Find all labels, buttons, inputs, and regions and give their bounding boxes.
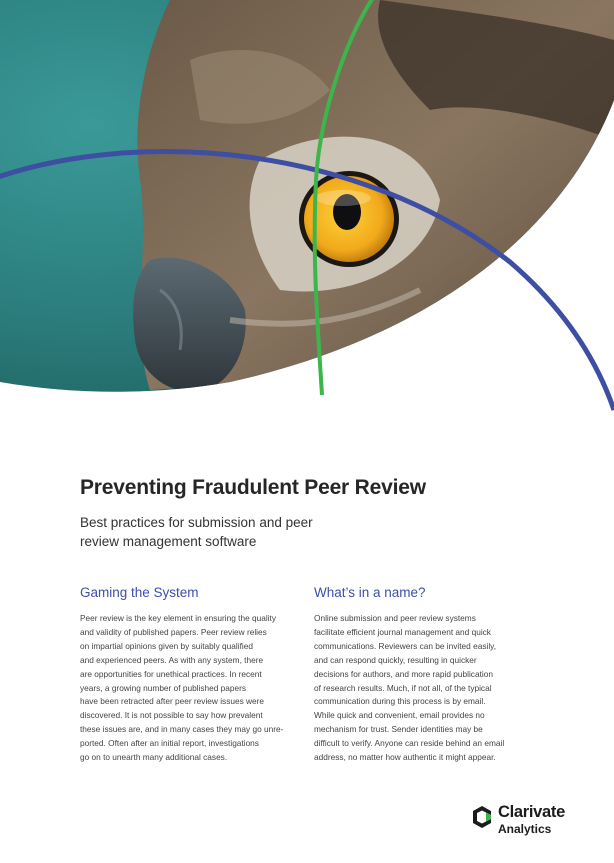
body-line: facilitate efficient journal management and quick [314, 626, 491, 637]
body-line: of research results. Much, if not all, of the typical [314, 682, 492, 693]
body-line: communications. Reviewers can be invited easily, [314, 640, 496, 651]
body-line: Online submission and peer review systems [314, 613, 476, 623]
body-line: mechanism for trust. Sender identities may be [314, 724, 483, 735]
body-line: discovered. It is not possible to say how prevalent [80, 710, 263, 721]
subtitle-line: Best practices for submission and peer [80, 515, 313, 530]
logo-wordmark-analytics: Analytics [498, 822, 552, 836]
body-line: go on to unearth many additional cases. [80, 752, 228, 763]
body-line: these issues are, and in many cases they may go unre- [80, 724, 284, 735]
body-line: decisions for authors, and more rapid publication [314, 668, 493, 679]
body-line: ported. Often after an initial report, investigations [80, 738, 259, 749]
body-line: While quick and convenient, email provides no [314, 710, 485, 721]
body-line: address, no matter how authentic it might appear. [314, 752, 496, 763]
subtitle-line: review management software [80, 534, 257, 549]
document-subtitle [80, 513, 380, 551]
body-line: and experienced peers. As with any system, there [80, 654, 264, 665]
body-line: on impartial opinions given by suitably qualified [80, 640, 253, 651]
clarivate-logo-icon [471, 805, 493, 829]
section-heading-gaming-the-system: Gaming the System [80, 585, 199, 600]
body-line: have been retracted after peer review issues were [80, 696, 265, 707]
body-line: and validity of published papers. Peer review relies [80, 626, 267, 637]
section-heading-whats-in-a-name: What’s in a name? [314, 585, 426, 600]
body-line: Peer review is the key element in ensuring the quality [80, 613, 277, 623]
section-body-whats-in-a-name [314, 612, 536, 765]
owl-hero-image [0, 0, 614, 420]
body-line: communication during this process is by email. [314, 696, 486, 707]
body-line: and can respond quickly, resulting in quicker [314, 654, 477, 665]
body-line: years, a growing number of published papers [80, 682, 247, 693]
body-line: are opportunities for unethical practices. In recent [80, 668, 262, 679]
clarivate-analytics-logo [471, 803, 591, 843]
logo-wordmark-clarivate: Clarivate [498, 803, 566, 821]
body-line: difficult to verify. Anyone can reside behind an email [314, 738, 505, 749]
document-title: Preventing Fraudulent Peer Review [80, 476, 426, 499]
section-body-gaming-the-system [80, 612, 302, 765]
